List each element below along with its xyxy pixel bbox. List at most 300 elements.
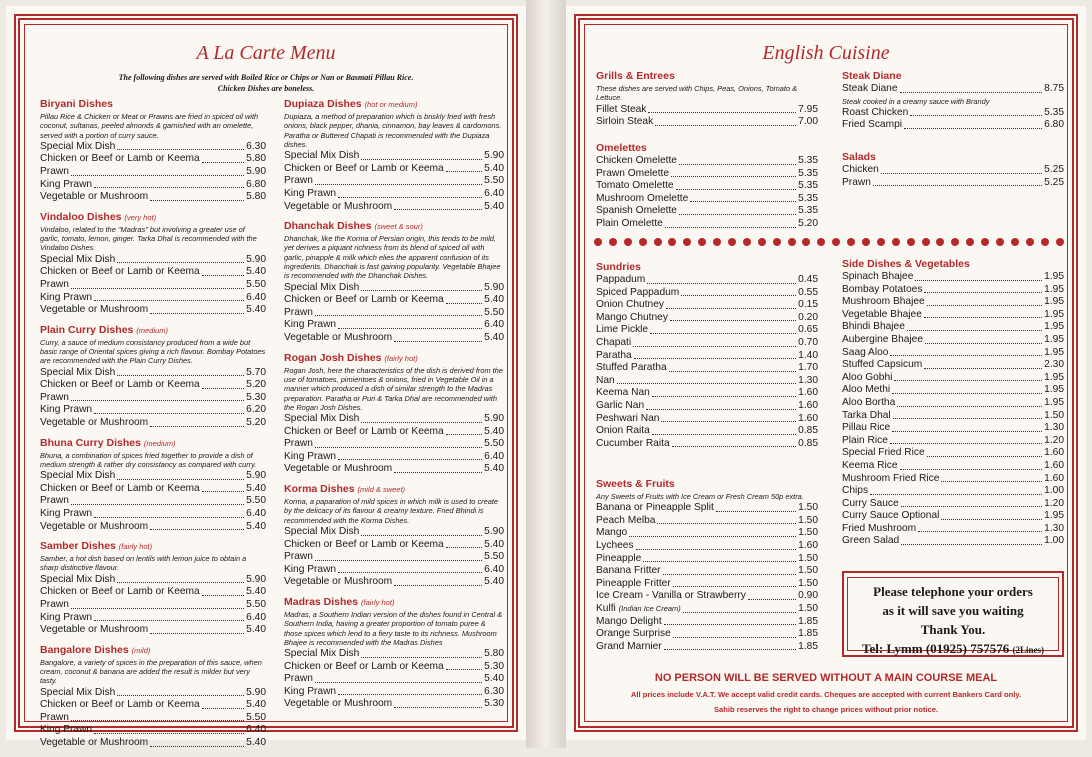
menu-item-label: Vegetable or Mushroom <box>284 463 393 475</box>
dot-leader <box>361 526 482 536</box>
menu-item-name <box>842 498 899 511</box>
menu-item-name <box>596 116 653 129</box>
menu-item-name <box>596 540 634 553</box>
menu-item-name <box>596 155 677 168</box>
menu-item-row <box>596 527 818 540</box>
menu-item-name <box>40 712 69 725</box>
menu-item-label: King Prawn <box>40 404 93 416</box>
dot-leader <box>446 426 482 436</box>
menu-item-name <box>842 119 902 132</box>
menu-item-name <box>596 387 650 400</box>
menu-item-row <box>596 438 818 451</box>
dot-leader <box>652 425 796 435</box>
section-note: (very hot) <box>124 212 157 222</box>
menu-item-row <box>842 473 1064 486</box>
menu-item-row <box>842 284 1064 297</box>
divider-dot <box>758 238 766 246</box>
dot-leader <box>925 334 1042 344</box>
phone-number: Tel: Lymm (01925) 757576 <box>862 641 1010 656</box>
menu-item-row <box>842 372 1064 385</box>
menu-item-row <box>596 578 818 591</box>
menu-item-row <box>596 641 818 654</box>
menu-item-name <box>284 163 444 176</box>
main-course-notice: NO PERSON WILL BE SERVED WITHOUT A MAIN COURSE MEAL <box>654 672 998 684</box>
menu-item-label: Fried Scampi <box>842 119 903 131</box>
menu-item-label: Vegetable or Mushroom <box>284 576 393 588</box>
menu-item-price: 1.85 <box>798 615 818 627</box>
vat-notice: All prices include V.A.T. We accept valid credit cards. Cheques are accepted with current Bankers Card only. <box>630 690 1022 699</box>
section-heading <box>284 596 504 609</box>
menu-item-row <box>284 673 504 686</box>
menu-item-price: 8.75 <box>1044 83 1064 94</box>
page-gutter <box>526 0 566 748</box>
menu-item-row <box>284 564 504 577</box>
menu-item-label: Vegetable or Mushroom <box>284 698 393 710</box>
menu-item-name <box>40 292 92 305</box>
menu-section <box>284 98 504 213</box>
section-salads <box>842 151 1064 189</box>
menu-item-row <box>40 292 266 305</box>
dot-leader <box>446 163 482 173</box>
section-description: These dishes are served with Chips, Peas, Onions, Tomato & Lettuce. <box>596 84 798 103</box>
section-description: Bangalore, a variety of spices in the preparation of this sauce, when cream, coconut & banana are added the result is milder but very tasty. <box>40 657 262 686</box>
menu-item-row <box>284 282 504 295</box>
menu-item-row <box>40 508 266 521</box>
dot-leader <box>117 254 244 264</box>
menu-item-name <box>842 535 899 548</box>
menu-item-row <box>842 177 1064 190</box>
menu-item-row <box>596 400 818 413</box>
section-title: Grills & Entrees <box>596 70 675 82</box>
section-heading <box>40 437 266 450</box>
menu-item-label: Vegetable or Mushroom <box>40 624 149 636</box>
section-title: Dupiaza Dishes <box>284 98 362 110</box>
divider-dot <box>832 238 840 246</box>
menu-item-name <box>40 687 115 700</box>
dot-leader <box>647 274 796 284</box>
menu-item-name <box>40 191 148 204</box>
menu-item-label: Sirloin Steak <box>596 116 654 128</box>
menu-item-price: 6.40 <box>246 724 266 736</box>
menu-item-name <box>284 307 313 320</box>
dot-leader <box>150 624 244 634</box>
section-sundries <box>596 261 818 450</box>
menu-item-price: 1.95 <box>1044 396 1064 408</box>
dot-leader <box>900 460 1043 470</box>
menu-item-label: Prawn <box>40 495 69 507</box>
menu-item-price: 5.50 <box>246 598 266 610</box>
menu-item-name <box>40 521 148 534</box>
menu-item-row <box>284 332 504 345</box>
menu-item-price: 5.50 <box>484 306 504 318</box>
menu-item-label: Roast Chicken <box>842 106 909 118</box>
section-heading <box>596 261 818 274</box>
menu-item-label: Chicken or Beef or Lamb or Keema <box>40 699 200 711</box>
menu-item-row <box>40 279 266 292</box>
menu-item-row <box>40 417 266 430</box>
dot-leader <box>150 191 244 201</box>
menu-item-price: 1.95 <box>1044 333 1064 345</box>
menu-item-price: 5.50 <box>246 278 266 290</box>
menu-item-price: 6.40 <box>246 291 266 303</box>
menu-item-price: 5.90 <box>484 281 504 293</box>
menu-item-price: 7.00 <box>798 116 818 128</box>
menu-item-label: Fried Mushroom <box>842 522 917 534</box>
menu-item-label: Onion Chutney <box>596 299 664 311</box>
menu-item-row <box>596 168 818 181</box>
section-note: (medium) <box>136 325 168 335</box>
dot-leader <box>904 119 1042 129</box>
menu-item-name <box>284 319 336 332</box>
menu-section <box>284 352 504 476</box>
dot-leader <box>648 104 796 114</box>
intro-line: The following dishes are served with Boiled Rice or Chips or Nan or Basmati Pillau Rice. <box>118 73 414 82</box>
dot-leader <box>881 164 1042 174</box>
dot-leader <box>873 177 1042 187</box>
menu-item-label: Pillau Rice <box>842 422 891 434</box>
menu-item-label: Keema Rice <box>842 459 898 471</box>
dot-leader <box>907 321 1042 331</box>
dot-leader <box>361 150 482 160</box>
menu-item-name <box>596 205 677 218</box>
divider-dot <box>698 238 706 246</box>
section-heading <box>596 478 818 491</box>
menu-item-name <box>596 616 662 629</box>
menu-item-label: Chicken or Beef or Lamb or Keema <box>40 266 200 278</box>
menu-item-row <box>284 307 504 320</box>
menu-item-name <box>40 379 200 392</box>
dot-leader <box>315 307 482 317</box>
dot-leader <box>892 384 1042 394</box>
menu-item-row <box>40 687 266 700</box>
menu-item-name <box>596 287 679 300</box>
page-title: English Cuisine <box>762 42 890 64</box>
menu-item-price: 5.40 <box>246 482 266 494</box>
menu-item-price: 6.40 <box>484 187 504 199</box>
menu-item-name <box>284 648 359 661</box>
menu-item-label: Chips <box>842 485 869 497</box>
dot-leader <box>629 527 796 537</box>
menu-item-price: 5.90 <box>484 413 504 425</box>
dot-leader <box>617 375 796 385</box>
menu-item-price: 5.35 <box>798 180 818 192</box>
dot-leader <box>661 413 796 423</box>
menu-item-name <box>284 539 444 552</box>
dot-leader <box>338 188 482 198</box>
menu-item-price: 1.50 <box>798 565 818 577</box>
menu-item-row <box>596 324 818 337</box>
menu-item-row <box>284 294 504 307</box>
dot-leader <box>672 438 797 448</box>
section-title: Salads <box>842 151 876 163</box>
menu-item-label: Special Mix Dish <box>284 150 360 162</box>
menu-item-price: 5.20 <box>798 217 818 229</box>
menu-item-name <box>40 724 92 737</box>
menu-item-row <box>596 515 818 528</box>
menu-item-row <box>596 274 818 287</box>
menu-item-name <box>842 447 925 460</box>
dot-leader <box>663 565 797 575</box>
menu-item-label: Mango <box>596 527 628 539</box>
menu-item-name <box>40 367 115 380</box>
menu-item-price: 1.50 <box>798 502 818 514</box>
menu-item-label: King Prawn <box>284 685 337 697</box>
menu-item-label: Vegetable or Mushroom <box>40 191 149 203</box>
menu-item-price: 1.95 <box>1044 271 1064 282</box>
dot-leader <box>202 699 244 709</box>
menu-item-row <box>40 141 266 154</box>
menu-item-price: 0.55 <box>798 286 818 298</box>
menu-item-label: Prawn <box>284 673 313 685</box>
menu-item-name <box>596 400 644 413</box>
dot-leader <box>117 470 244 480</box>
menu-item-name <box>842 422 890 435</box>
menu-item-label: Vegetable Bhajee <box>842 308 922 320</box>
menu-item-name <box>842 372 892 385</box>
menu-item-price: 5.25 <box>1044 176 1064 188</box>
dot-leader <box>117 687 244 697</box>
section-title: Biryani Dishes <box>40 98 113 110</box>
dot-leader <box>446 539 482 549</box>
dot-leader <box>202 153 244 163</box>
menu-item-name <box>596 104 646 117</box>
menu-item-label: Plain Rice <box>842 434 888 446</box>
menu-item-price: 0.20 <box>798 311 818 323</box>
menu-item-name <box>40 699 200 712</box>
menu-item-price: 0.85 <box>798 425 818 437</box>
dot-leader <box>679 205 796 215</box>
menu-item-label: Chicken or Beef or Lamb or Keema <box>284 660 444 672</box>
menu-item-label: Aloo Methi <box>842 384 891 396</box>
dot-leader <box>683 603 796 613</box>
menu-item-row <box>842 334 1064 347</box>
menu-item-row <box>596 193 818 206</box>
menu-item-row <box>842 422 1064 435</box>
menu-item-price: 1.00 <box>1044 485 1064 497</box>
section-heading <box>284 483 504 496</box>
menu-column-left <box>40 98 266 757</box>
dot-leader <box>202 266 244 276</box>
dot-leader <box>657 515 796 525</box>
dot-leader <box>446 661 482 671</box>
menu-item-price: 1.40 <box>798 349 818 361</box>
section-heading <box>40 644 266 657</box>
menu-section <box>40 98 266 204</box>
menu-item-row <box>842 119 1064 132</box>
section-title: Samber Dishes <box>40 540 116 553</box>
menu-item-price: 6.40 <box>246 507 266 519</box>
dot-leader <box>338 686 482 696</box>
menu-item-label: Chicken or Beef or Lamb or Keema <box>40 153 200 165</box>
menu-item-price: 1.60 <box>1044 459 1064 471</box>
menu-item-name <box>842 347 888 360</box>
menu-item-label: Pineapple <box>596 552 642 564</box>
menu-item-label: Vegetable or Mushroom <box>40 520 149 532</box>
dot-leader <box>338 451 482 461</box>
dot-leader <box>71 599 244 609</box>
menu-section <box>596 478 818 653</box>
divider-dot <box>654 238 662 246</box>
dot-leader <box>117 367 244 377</box>
menu-item-row <box>842 321 1064 334</box>
section-note: (sweet & sour) <box>374 222 423 232</box>
menu-item-name <box>40 166 69 179</box>
menu-item-name <box>40 586 200 599</box>
menu-item-name <box>842 460 898 473</box>
menu-item-price: 5.40 <box>484 294 504 306</box>
section-side-dishes <box>842 258 1064 548</box>
divider-dot <box>892 238 900 246</box>
menu-item-label: Peshwari Nan <box>596 412 660 424</box>
divider-dot <box>1056 238 1064 246</box>
dot-leader <box>671 168 796 178</box>
menu-item-row <box>596 553 818 566</box>
menu-item-price: 5.40 <box>246 266 266 278</box>
menu-item-row <box>596 299 818 312</box>
menu-item-label: Prawn <box>284 306 313 318</box>
menu-item-row <box>284 150 504 163</box>
dot-leader <box>94 404 244 414</box>
dot-leader <box>716 502 796 512</box>
dot-leader <box>900 83 1043 93</box>
menu-item-name <box>284 282 359 295</box>
menu-item-name <box>842 473 939 486</box>
menu-item-row <box>596 155 818 168</box>
dot-leader <box>150 304 244 314</box>
menu-item-row <box>596 337 818 350</box>
dot-leader <box>664 616 796 626</box>
menu-section <box>40 644 266 750</box>
divider-dot <box>877 238 885 246</box>
menu-item-name <box>284 150 359 163</box>
menu-item-row <box>40 404 266 417</box>
dot-leader <box>927 447 1043 457</box>
menu-item-price: 5.50 <box>484 438 504 450</box>
section-heading <box>842 70 1064 83</box>
menu-item-price: 5.40 <box>484 332 504 344</box>
divider-dot <box>609 238 617 246</box>
phone-lines: (2Lines) <box>1012 645 1044 655</box>
menu-item-label: Banana or Pineapple Split <box>596 502 714 514</box>
menu-item-price: 1.95 <box>1044 346 1064 358</box>
menu-section <box>40 540 266 637</box>
dot-leader <box>394 463 482 473</box>
menu-item-price: 1.95 <box>1044 296 1064 308</box>
menu-item-label: Aloo Gobhi <box>842 371 893 383</box>
divider-dot <box>802 238 810 246</box>
menu-item-label: Special Mix Dish <box>40 140 116 152</box>
divider-dot <box>862 238 870 246</box>
dot-leader <box>361 413 482 423</box>
menu-item-row <box>842 447 1064 460</box>
menu-item-row <box>596 616 818 629</box>
menu-item-label: Prawn <box>40 711 69 723</box>
menu-item-row <box>284 451 504 464</box>
menu-item-row <box>40 367 266 380</box>
menu-item-label: Special Mix Dish <box>284 413 360 425</box>
menu-item-label: Orange Surprise <box>596 628 671 640</box>
menu-item-price: 1.30 <box>1044 522 1064 534</box>
divider-dot <box>773 238 781 246</box>
section-title: Omelettes <box>596 142 647 154</box>
dot-leader <box>941 510 1042 520</box>
menu-item-name <box>596 515 655 528</box>
menu-item-price: 5.35 <box>798 192 818 204</box>
menu-item-price: 5.40 <box>484 538 504 550</box>
menu-item-name <box>284 564 336 577</box>
menu-item-row <box>596 104 818 117</box>
menu-item-label: Bombay Potatoes <box>842 283 923 295</box>
divider-dot <box>966 238 974 246</box>
menu-item-name <box>842 435 888 448</box>
menu-item-name <box>284 332 392 345</box>
menu-item-label: Tomato Omelette <box>596 180 674 192</box>
menu-item-row <box>842 410 1064 423</box>
divider-dot <box>951 238 959 246</box>
menu-item-name <box>596 502 714 515</box>
menu-item-label: Mushroom Omelette <box>596 192 689 204</box>
menu-item-label: Special Mix Dish <box>284 525 360 537</box>
menu-item-price: 5.40 <box>246 304 266 316</box>
dot-leader <box>664 641 796 651</box>
menu-item-row <box>842 359 1064 372</box>
left-page <box>6 6 526 748</box>
dot-leader <box>894 372 1042 382</box>
section-description: Dupiaza, a method of preparation which is briskly fried with fresh onions, black pepper, dhania, cinnamon, bay leaves & cardomons. Paratha or Buttered Chapati is recommended with the Dupiaza dishes. <box>284 112 502 149</box>
dot-leader <box>394 698 482 708</box>
menu-item-row <box>40 724 266 737</box>
dot-leader <box>94 292 244 302</box>
menu-item-row <box>596 590 818 603</box>
dot-leader <box>71 279 244 289</box>
menu-item-label: Onion Raita <box>596 425 650 437</box>
menu-item-name <box>40 179 92 192</box>
menu-item-label: Ice Cream - Vanilla or Strawberry <box>596 590 746 602</box>
section-title: Bhuna Curry Dishes <box>40 436 141 449</box>
menu-item-label: Prawn <box>40 166 69 178</box>
menu-item-price: 5.25 <box>1044 164 1064 175</box>
menu-item-price: 6.40 <box>484 319 504 331</box>
dot-leader <box>901 535 1042 545</box>
dot-leader <box>676 180 797 190</box>
dot-leader <box>94 724 244 734</box>
menu-item-label: King Prawn <box>40 291 93 303</box>
menu-item-label: Mushroom Fried Rice <box>842 472 940 484</box>
dot-leader <box>748 590 796 600</box>
section-heading <box>842 151 1064 164</box>
dot-leader <box>71 712 244 722</box>
menu-item-name <box>40 612 92 625</box>
section-note: (medium) <box>143 438 176 448</box>
menu-item-name <box>284 294 444 307</box>
menu-item-label: Prawn <box>284 438 313 450</box>
menu-item-name <box>842 485 868 498</box>
menu-item-label: King Prawn <box>40 507 93 519</box>
section-description: Korma, a paparation of mild spices in which milk is used to create by the delicacy of its flavour & creamy texture. Fried Bhindi is recommended with the Korma Dishes. <box>284 497 499 525</box>
menu-item-label: Vegetable or Mushroom <box>40 736 149 748</box>
section-omelettes <box>596 142 818 231</box>
menu-item-price: 5.90 <box>246 686 266 698</box>
section-description: Steak cooked in a creamy sauce with Brandy <box>842 96 990 106</box>
menu-item-name <box>284 686 336 699</box>
section-description: Vindaloo, related to the "Madras" but involving a greater use of garlic, tomato, lemon, ginger. Tarka Dhal is recommended with the Vindaloo Dishes. <box>40 224 257 253</box>
menu-item-name <box>40 599 69 612</box>
menu-item-price: 5.40 <box>246 624 266 636</box>
menu-item-row <box>596 362 818 375</box>
menu-item-row <box>284 463 504 476</box>
menu-item-name <box>596 553 641 566</box>
section-heading <box>596 70 818 83</box>
